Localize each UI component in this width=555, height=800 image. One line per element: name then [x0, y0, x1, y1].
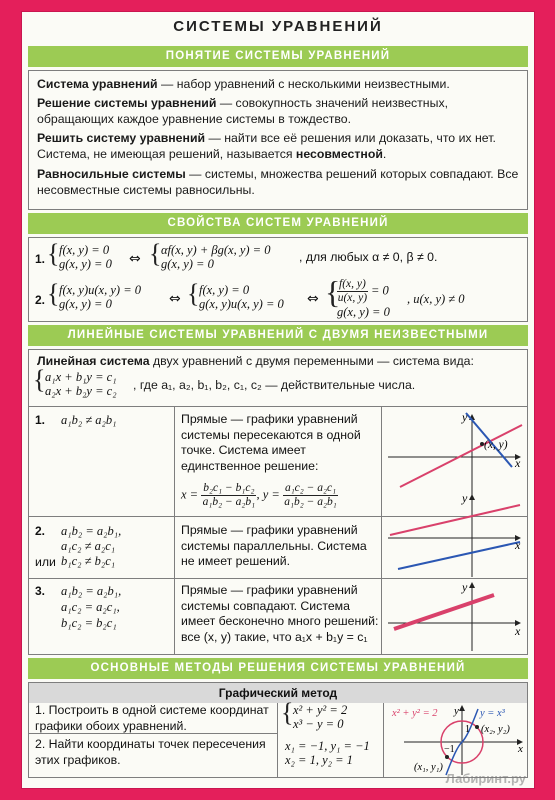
linear-intro: Линейная система двух уравнений с двумя переменными — система вида:: [37, 354, 474, 368]
case-3-condition-1: a₁b₂ = a₂b₁,: [61, 584, 122, 598]
case-3-number: 3.: [35, 584, 46, 598]
coincident-line: [394, 595, 494, 629]
table-divider: [174, 406, 175, 654]
case-1-number: 1.: [35, 413, 46, 427]
case-2-condition-1: a₁b₂ = a₂b₁,: [61, 524, 122, 538]
definition-equivalent: Равносильные системы — системы, множества решений которых совпадают. Все несовместные системы равносильны.: [37, 167, 519, 197]
axis-y-label: y: [462, 580, 468, 594]
brace-icon: {: [47, 239, 60, 268]
section-header-properties: СВОЙСТВА СИСТЕМ УРАВНЕНИЙ: [28, 213, 528, 234]
case-2-condition-3: b₁c₂ ≠ b₂c₁: [61, 554, 116, 568]
property-1-condition: , для любых α ≠ 0, β ≠ 0.: [299, 250, 438, 264]
tick-label: 1: [465, 724, 470, 735]
axis-y-label: y: [454, 705, 459, 717]
case-3-text: Прямые — графики уравнений системы совпадают. Система имеет бесконечно много решений: все (x, y) такие, что a₁x + b₁y = c₁: [181, 583, 379, 644]
brace-icon: {: [149, 239, 162, 268]
property-1-number: 1.: [35, 252, 46, 266]
axis-y-label: y: [462, 491, 468, 505]
brace-icon: {: [281, 698, 294, 727]
reference-card: [22, 12, 534, 788]
case-3-condition-2: a₁c₂ = a₂c₁,: [61, 600, 120, 614]
axis-x-label: x: [515, 624, 521, 638]
example-system: x² + y² = 2 x³ − y = 0: [293, 703, 348, 731]
property-2-number: 2.: [35, 293, 46, 307]
table-divider: [277, 703, 278, 777]
brace-icon: {: [33, 365, 46, 394]
point-1-label: (x₁, y₁): [414, 762, 443, 773]
case-1-solution: x = $\frac{\text{b₂c₁ − b₁c₂}}{\text{a₁b₂ − a₂b₁}}$ , y = $\frac{\text{a₁c₂ − a₂c₁}}{\text{a₁b₂ − a₂b₁}}$: [181, 482, 337, 508]
axis-x-label: x: [518, 743, 523, 755]
brace-icon: {: [187, 279, 200, 308]
properties-box: [28, 237, 528, 322]
section-header-linear: ЛИНЕЙНЫЕ СИСТЕМЫ УРАВНЕНИЙ С ДВУМЯ НЕИЗВЕСТНЫМИ: [28, 325, 528, 346]
graphical-method-graph: [384, 704, 528, 776]
page-title: СИСТЕМЫ УРАВНЕНИЙ: [173, 18, 383, 35]
property-2-system-c: $\frac{f(x, y)}{u(x, y)}$ = 0 g(x, y) = 0: [337, 278, 390, 319]
point-2-label: (x₂, y₂): [481, 724, 510, 735]
tick-label: −1: [444, 744, 455, 755]
blue-line: [398, 542, 520, 569]
case-2-number: 2.: [35, 524, 46, 538]
case-2-or: или: [35, 555, 56, 569]
method-step-1: 1. Построить в одной системе координат графики обоих уравнений.: [35, 703, 269, 733]
graph-parallel: [388, 491, 521, 577]
method-step-2: 2. Найти координаты точек пересечения этих графиков.: [35, 737, 266, 767]
methods-box: [28, 682, 528, 778]
lines-graphs: [382, 407, 527, 653]
property-1-system-b: αf(x, y) + βg(x, y) = 0 g(x, y) = 0: [161, 243, 271, 271]
linear-system: a₁x + b₁y = c₁ a₂x + b₂y = c₂: [45, 370, 117, 398]
intersection-label: (x, y): [484, 439, 508, 451]
definition-system: Система уравнений — набор уравнений с несколькими неизвестными.: [37, 77, 450, 91]
definition-solve: Решить систему уравнений — найти все её решения или доказать, что их нет. Система, не имеющая решений, называется несовместной.: [37, 131, 496, 161]
property-2-system-a: f(x, y)u(x, y) = 0 g(x, y) = 0: [59, 283, 142, 311]
graph-intersecting: [388, 410, 522, 511]
case-2-condition-2: a₁c₂ ≠ a₂c₁: [61, 539, 116, 553]
watermark-logo: Лабиринт.ру: [445, 771, 526, 786]
axis-y-label: y: [462, 410, 468, 424]
example-answers: x₁ = −1, y₁ = −1 x₂ = 1, y₂ = 1: [285, 739, 370, 767]
property-2-condition: , u(x, y) ≠ 0: [407, 292, 465, 306]
case-1-condition: a₁b₂ ≠ a₂b₁: [61, 413, 117, 427]
equivalence-arrow-icon: ⇔: [307, 291, 319, 307]
definition-solution: Решение системы уравнений — совокупность значений неизвестных, обращающих каждое уравнение системы в тождество.: [37, 96, 449, 126]
axis-x-label: x: [515, 456, 521, 470]
case-1-text: Прямые — графики уравнений системы пересекаются в одной точке. Система имеет единственное решение:: [181, 412, 361, 473]
section-header-methods: ОСНОВНЫЕ МЕТОДЫ РЕШЕНИЯ СИСТЕМЫ УРАВНЕНИЙ: [28, 658, 528, 679]
graphical-method-header: Графический метод: [29, 683, 527, 703]
case-3-condition-3: b₁c₂ = b₂c₁: [61, 616, 117, 630]
brace-icon: {: [325, 274, 341, 310]
property-1-system-a: f(x, y) = 0 g(x, y) = 0: [59, 243, 112, 271]
linear-box: [28, 349, 528, 655]
section-header-concept: ПОНЯТИЕ СИСТЕМЫ УРАВНЕНИЙ: [28, 46, 528, 67]
graph-coincident: [388, 580, 521, 651]
brace-icon: {: [47, 279, 60, 308]
axis-x-label: x: [515, 538, 521, 552]
equivalence-arrow-icon: ⇔: [169, 291, 181, 307]
red-line: [390, 505, 520, 535]
property-2-system-b: f(x, y) = 0 g(x, y)u(x, y) = 0: [199, 283, 284, 311]
equivalence-arrow-icon: ⇔: [129, 251, 141, 267]
cubic-label: y = x³: [480, 708, 505, 719]
circle-label: x² + y² = 2: [392, 708, 438, 719]
linear-note: , где a₁, a₂, b₁, b₂, c₁, c₂ — действительные числа.: [133, 378, 416, 392]
concept-box: [28, 70, 528, 210]
case-2-text: Прямые — графики уравнений системы параллельны. Система не имеет решений.: [181, 523, 367, 568]
